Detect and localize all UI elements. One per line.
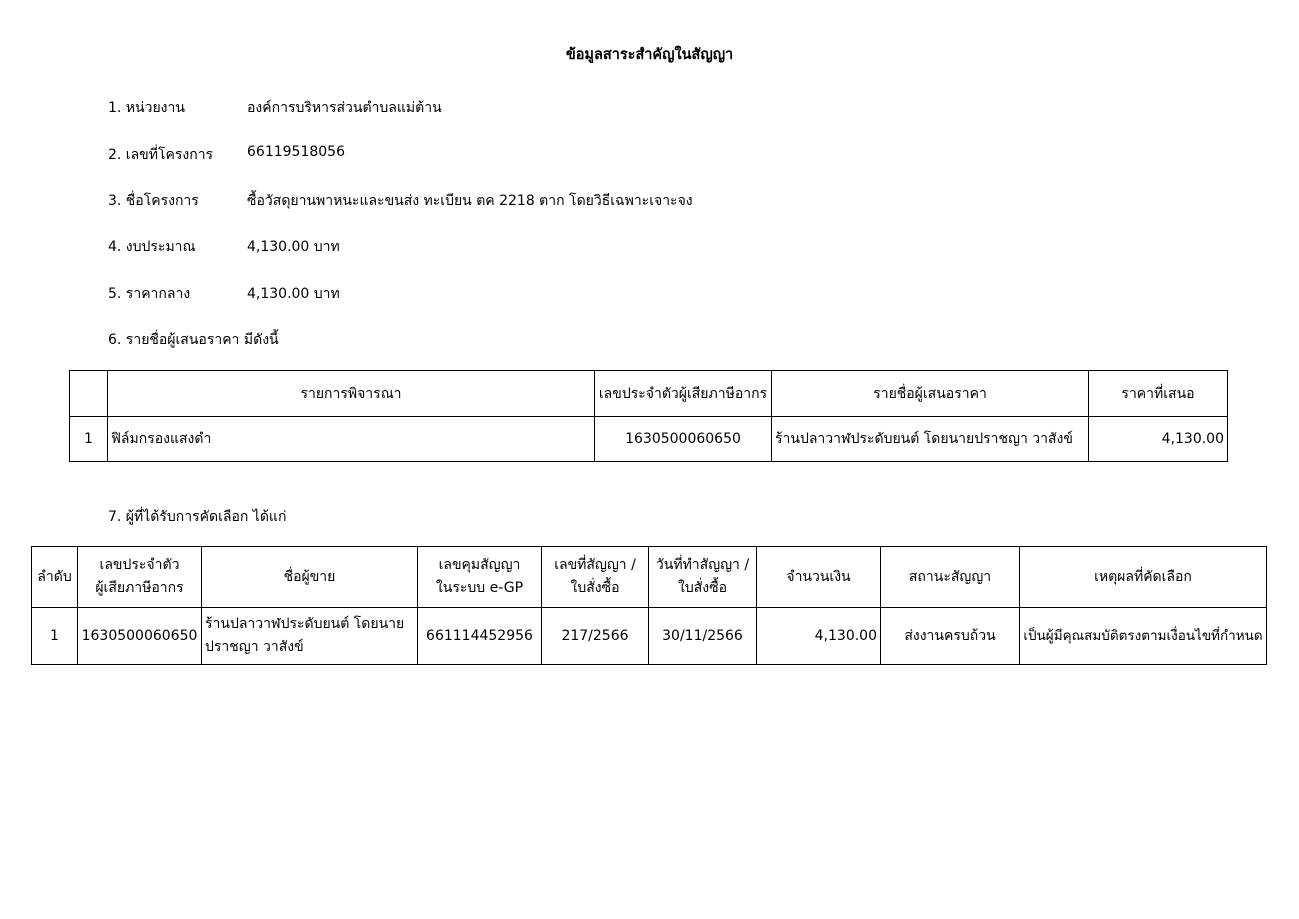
table-header-row <box>70 371 1228 417</box>
field-label: 5. ราคากลาง <box>108 286 191 302</box>
section-7-heading: 7. ผู้ที่ได้รับการคัดเลือก ได้แก่ <box>108 509 287 525</box>
table-row <box>70 417 1228 462</box>
contract-number: 217/2566 <box>542 608 649 665</box>
offered-price: 4,130.00 <box>1089 417 1228 462</box>
item-description: ฟิล์มกรองแสงดำ <box>108 417 595 462</box>
amount: 4,130.00 <box>757 608 881 665</box>
selection-reason: เป็นผู้มีคุณสมบัติตรงตามเงื่อนไขที่กำหนด <box>1020 608 1267 665</box>
header-cell: จำนวนเงิน <box>757 547 881 608</box>
tax-id: 1630500060650 <box>595 417 772 462</box>
field-label: 4. งบประมาณ <box>108 239 196 255</box>
header-cell: เลขประจำตัว ผู้เสียภาษีอากร <box>78 547 202 608</box>
section-6-heading: 6. รายชื่อผู้เสนอราคา มีดังนี้ <box>108 332 279 348</box>
header-cell: รายการพิจารณา <box>108 371 595 417</box>
tax-id: 1630500060650 <box>78 608 202 665</box>
field-label: 1. หน่วยงาน <box>108 100 185 116</box>
table-header-row <box>32 547 1267 608</box>
header-cell: ลำดับ <box>32 547 78 608</box>
header-cell: วันที่ทำสัญญา / ใบสั่งซื้อ <box>649 547 757 608</box>
header-cell: เลขคุมสัญญา ในระบบ e-GP <box>418 547 542 608</box>
document-title: ข้อมูลสาระสำคัญในสัญญา <box>565 47 734 63</box>
field-label: 2. เลขที่โครงการ <box>108 147 214 163</box>
egp-control-number: 661114452956 <box>418 608 542 665</box>
header-cell <box>70 371 108 417</box>
seller-name: ร้านปลาวาฬประดับยนต์ โดยนาย ปราชญา วาสังข์ <box>202 608 418 665</box>
row-number: 1 <box>70 417 108 462</box>
field-value: องค์การบริหารส่วนตำบลแม่ต้าน <box>247 100 442 116</box>
contract-status: ส่งงานครบถ้วน <box>881 608 1020 665</box>
field-value: ซื้อวัสดุยานพาหนะและขนส่ง ทะเบียน ตค 2218 ตาก โดยวิธีเฉพาะเจาะจง <box>247 193 693 209</box>
bidders-table <box>69 370 1228 462</box>
header-cell: เลขที่สัญญา / ใบสั่งซื้อ <box>542 547 649 608</box>
header-cell: ชื่อผู้ขาย <box>202 547 418 608</box>
field-value: 4,130.00 บาท <box>247 239 340 255</box>
field-label: 3. ชื่อโครงการ <box>108 193 199 209</box>
selected-vendor-table <box>31 546 1267 665</box>
field-value: 66119518056 <box>247 144 345 160</box>
header-cell: ราคาที่เสนอ <box>1089 371 1228 417</box>
bidder-name: ร้านปลาวาฬประดับยนต์ โดยนายปราชญา วาสังข์ <box>772 417 1089 462</box>
header-cell: เลขประจำตัวผู้เสียภาษีอากร <box>595 371 772 417</box>
header-cell: เหตุผลที่คัดเลือก <box>1020 547 1267 608</box>
row-number: 1 <box>32 608 78 665</box>
contract-date: 30/11/2566 <box>649 608 757 665</box>
table-row <box>32 608 1267 665</box>
field-value: 4,130.00 บาท <box>247 286 340 302</box>
header-cell: สถานะสัญญา <box>881 547 1020 608</box>
header-cell: รายชื่อผู้เสนอราคา <box>772 371 1089 417</box>
